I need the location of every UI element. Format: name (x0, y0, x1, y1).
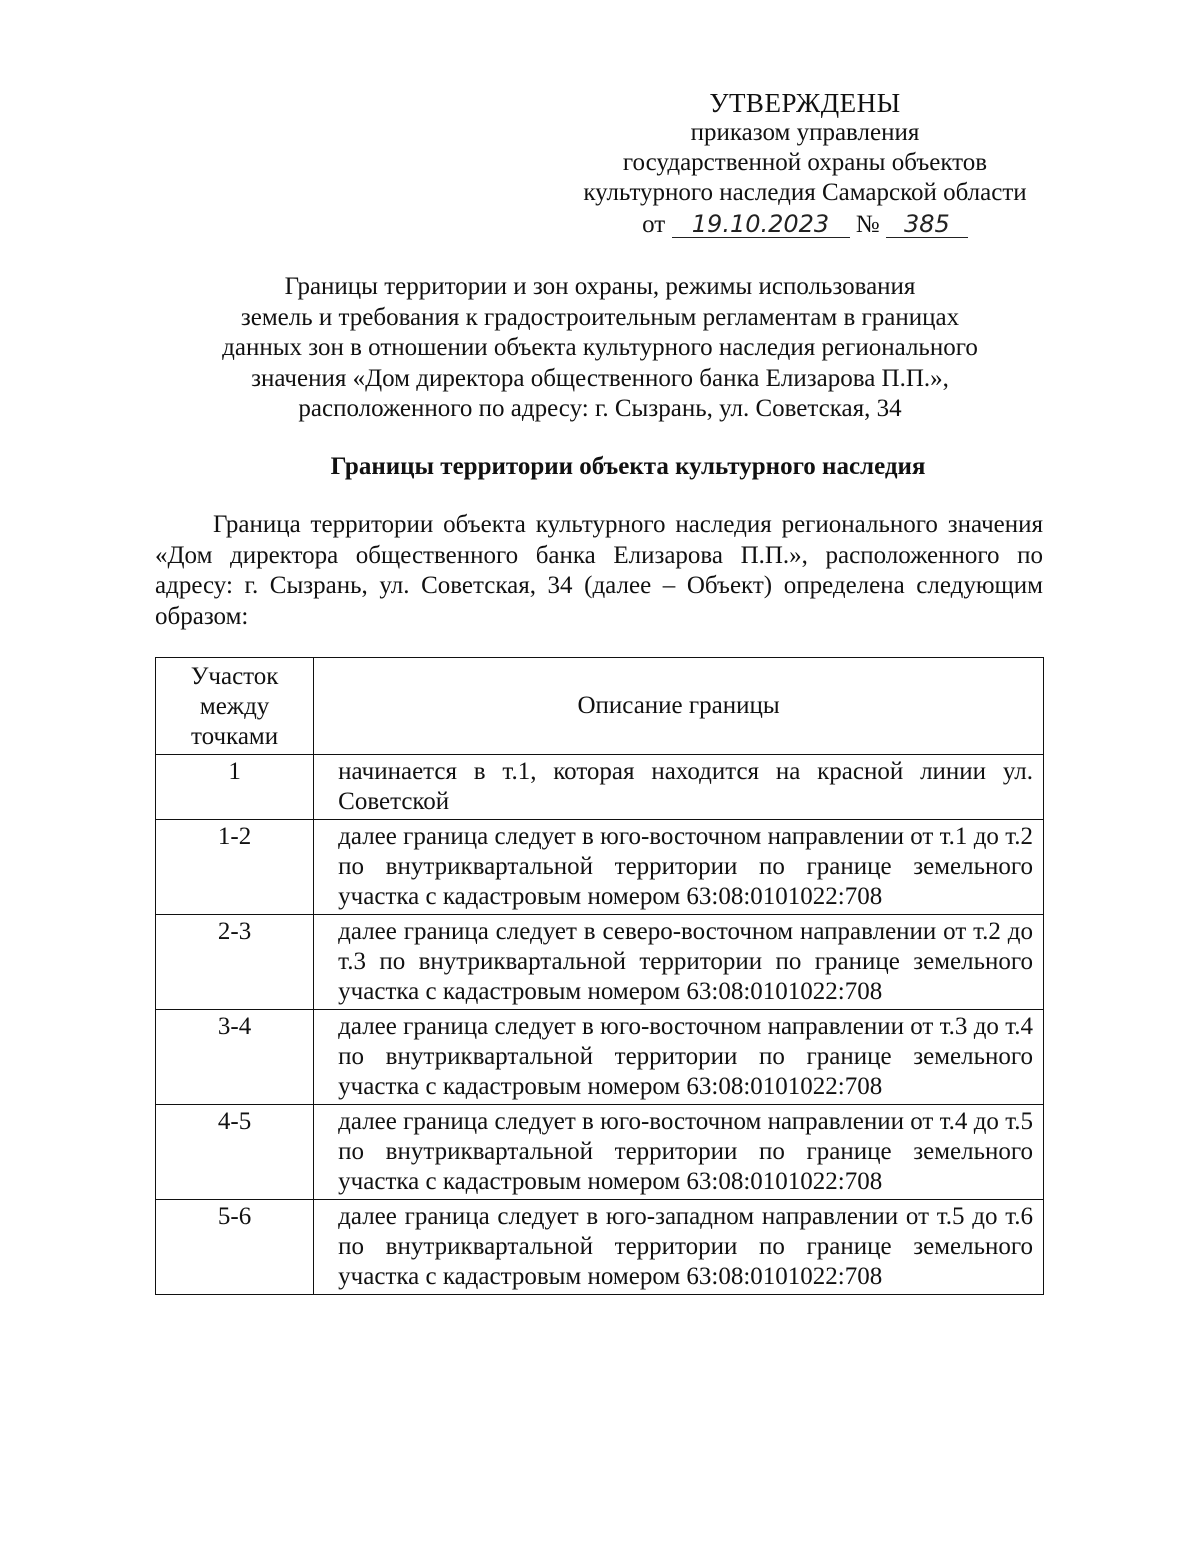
document-title-line: Границы территории и зон охраны, режимы использования (284, 273, 916, 300)
boundary-table (155, 657, 1044, 1295)
document-title-line: значения «Дом директора общественного банка Елизарова П.П.», (251, 364, 949, 392)
table-row (156, 1200, 1044, 1295)
description-cell: далее граница следует в северо-восточном направлении от т.2 до т.3 по внутриквартальной территории по границе земельного участка с кадастровым номером 63:08:0101022:708 (314, 915, 1044, 1010)
description-cell: далее граница следует в юго-восточном направлении от т.4 до т.5 по внутриквартальной территории по границе земельного участка с кадастровым номером 63:08:0101022:708 (314, 1105, 1044, 1200)
segment-cell: 1-2 (156, 820, 314, 915)
handwritten-number: 385 (886, 211, 968, 238)
intro-paragraph: Граница территории объекта культурного наследия регионального значения «Дом директора общественного банка Елизарова П.П.», расположенного по адресу: г. Сызрань, ул. Советская, 34 (далее – Объект) определена следующим образом: (155, 511, 1043, 630)
segment-cell: 4-5 (156, 1105, 314, 1200)
segment-cell: 1 (156, 755, 314, 820)
document-title-line: расположенного по адресу: г. Сызрань, ул. Советская, 34 (298, 395, 902, 422)
date-label: от (642, 211, 666, 238)
table-row (156, 755, 1044, 820)
approval-block (560, 88, 1050, 240)
segment-header-line: между (199, 693, 270, 720)
handwritten-date: 19.10.2023 (672, 211, 850, 238)
description-cell: далее граница следует в юго-восточном направлении от т.1 до т.2 по внутриквартальной территории по границе земельного участка с кадастровым номером 63:08:0101022:708 (314, 820, 1044, 915)
approval-line-2: государственной охраны объектов (622, 149, 988, 176)
table-row (156, 1105, 1044, 1200)
segment-header-line: Участок (190, 663, 279, 690)
section-heading: Границы территории объекта культурного наследия (330, 453, 926, 480)
approval-title: УТВЕРЖДЕНЫ (709, 88, 901, 118)
segment-cell: 5-6 (156, 1200, 314, 1295)
segment-header-line: точками (191, 723, 279, 750)
document-title-line: данных зон в отношении объекта культурного наследия регионального (222, 334, 978, 361)
table-row (156, 1010, 1044, 1105)
approval-line-1: приказом управления (690, 119, 920, 146)
description-column-header: Описание границы (314, 658, 1044, 755)
segment-column-header (156, 658, 314, 755)
approval-line-3: культурного наследия Самарской области (583, 179, 1027, 206)
number-label: № (855, 211, 880, 238)
description-cell: далее граница следует в юго-восточном направлении от т.3 до т.4 по внутриквартальной территории по границе земельного участка с кадастровым номером 63:08:0101022:708 (314, 1010, 1044, 1105)
document-title-line: земель и требования к градостроительным регламентам в границах (240, 303, 960, 331)
description-cell: начинается в т.1, которая находится на красной линии ул. Советской (314, 755, 1044, 820)
document-title (150, 272, 1050, 425)
order-date-number-line (560, 210, 1050, 240)
table-row (156, 915, 1044, 1010)
description-cell: далее граница следует в юго-западном направлении от т.5 до т.6 по внутриквартальной территории по границе земельного участка с кадастровым номером 63:08:0101022:708 (314, 1200, 1044, 1295)
table-header-row (156, 658, 1044, 755)
segment-cell: 3-4 (156, 1010, 314, 1105)
segment-cell: 2-3 (156, 915, 314, 1010)
table-row (156, 820, 1044, 915)
